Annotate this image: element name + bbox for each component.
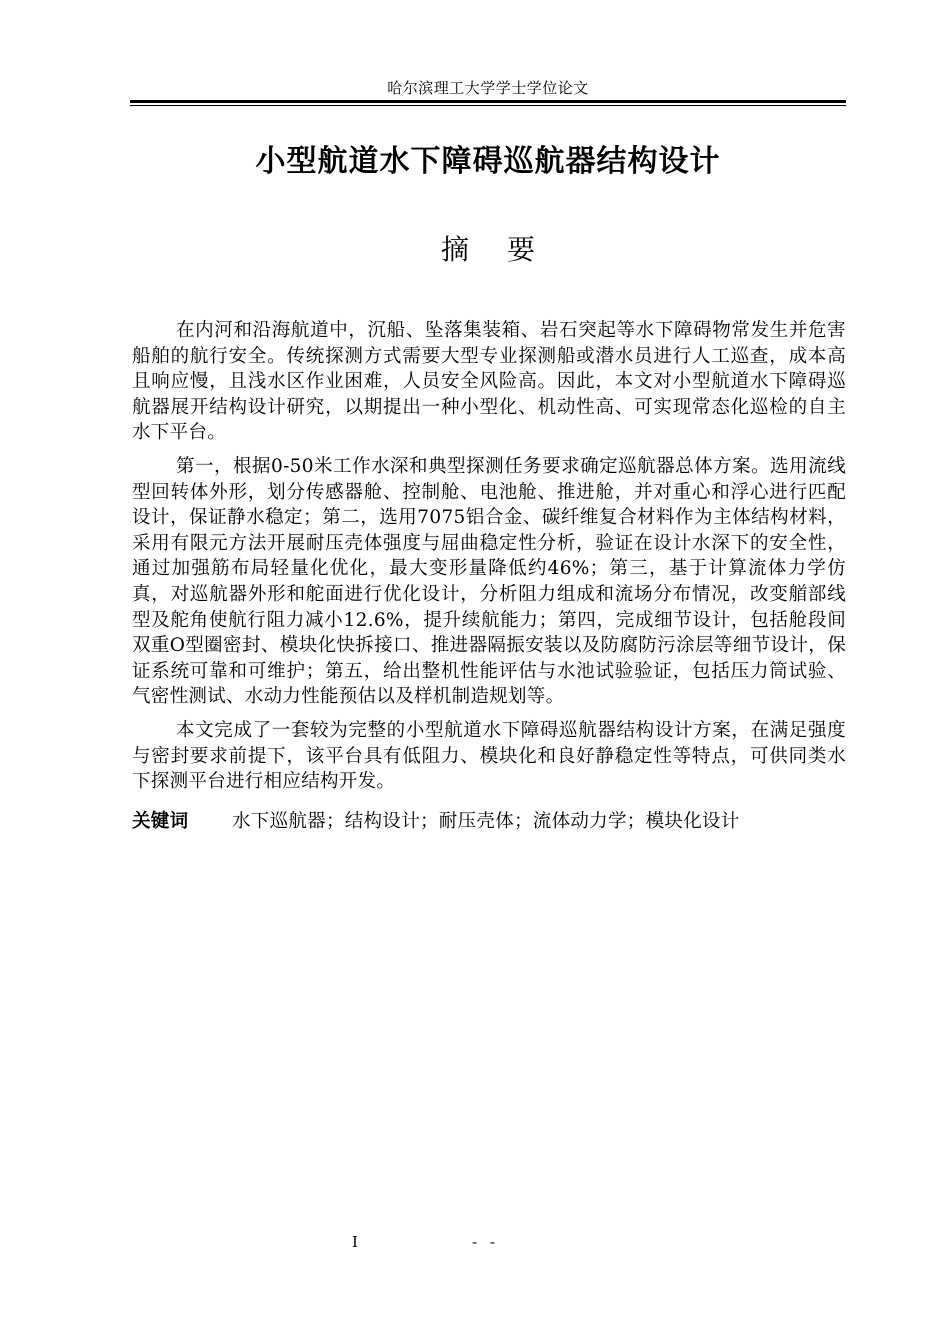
abstract-body [132, 318, 846, 834]
abstract-paragraph-3: 本文完成了一套较为完整的小型航道水下障碍巡航器结构设计方案，在满足强度与密封要求前提下，该平台具有低阻力、模块化和良好静稳定性等特点，可供同类水下探测平台进行相应结构开发。 [132, 719, 846, 793]
keywords-label: 关键词 [132, 810, 189, 832]
header-rule-thin [130, 105, 846, 106]
running-header-title: 哈尔滨理工大学学士学位论文 [387, 79, 589, 97]
abstract-paragraph-2: 第一，根据0-50米工作水深和典型探测任务要求确定巡航器总体方案。选用流线型回转体外形，划分传感器舱、控制舱、电池舱、推进舱，并对重心和浮心进行匹配设计，保证静水稳定；第二，选用7075铝合金、碳纤维复合材料作为主体结构材料，采用有限元方法开展耐压壳体强度与屈曲稳定性分析，验证在设计水深下的安全性，通过加强筋布局轻量化优化，最大变形量降低约46%；第三，基于计算流体力学仿真，对巡航器外形和舵面进行优化设计，分析阻力组成和流场分布情况，改变艏部线型及舵角使航行阻力减小12.6%，提升续航能力；第四，完成细节设计，包括舱段间双重O型圈密封、模块化快拆接口、推进器隔振安装以及防腐防污涂层等细节设计，保证系统可靠和可维护；第五，给出整机性能评估与水池试验验证，包括压力筒试验、气密性测试、水动力性能预估以及样机制造规划等。 [132, 455, 846, 708]
abstract-heading [130, 228, 846, 272]
thesis-title: 小型航道水下障碍巡航器结构设计 [255, 144, 721, 179]
abstract-heading-char-1: 摘 [440, 233, 469, 266]
abstract-paragraph-1: 在内河和沿海航道中，沉船、坠落集装箱、岩石突起等水下障碍物常发生并危害船舶的航行安全。传统探测方式需要大型专业探测船或潜水员进行人工巡查，成本高且响应慢，且浅水区作业困难，人员安全风险高。因此，本文对小型航道水下障碍巡航器展开结构设计研究，以期提出一种小型化、机动性高、可实现常态化巡检的自主水下平台。 [132, 320, 846, 444]
page-number: I [352, 1233, 358, 1251]
page-footer-dashes: - - [472, 1233, 499, 1251]
header-rule-thick [130, 100, 846, 103]
keywords-line [132, 809, 846, 835]
abstract-heading-char-2: 要 [507, 233, 536, 266]
keywords-text: 水下巡航器；结构设计；耐压壳体；流体动力学；模块化设计 [232, 810, 740, 832]
